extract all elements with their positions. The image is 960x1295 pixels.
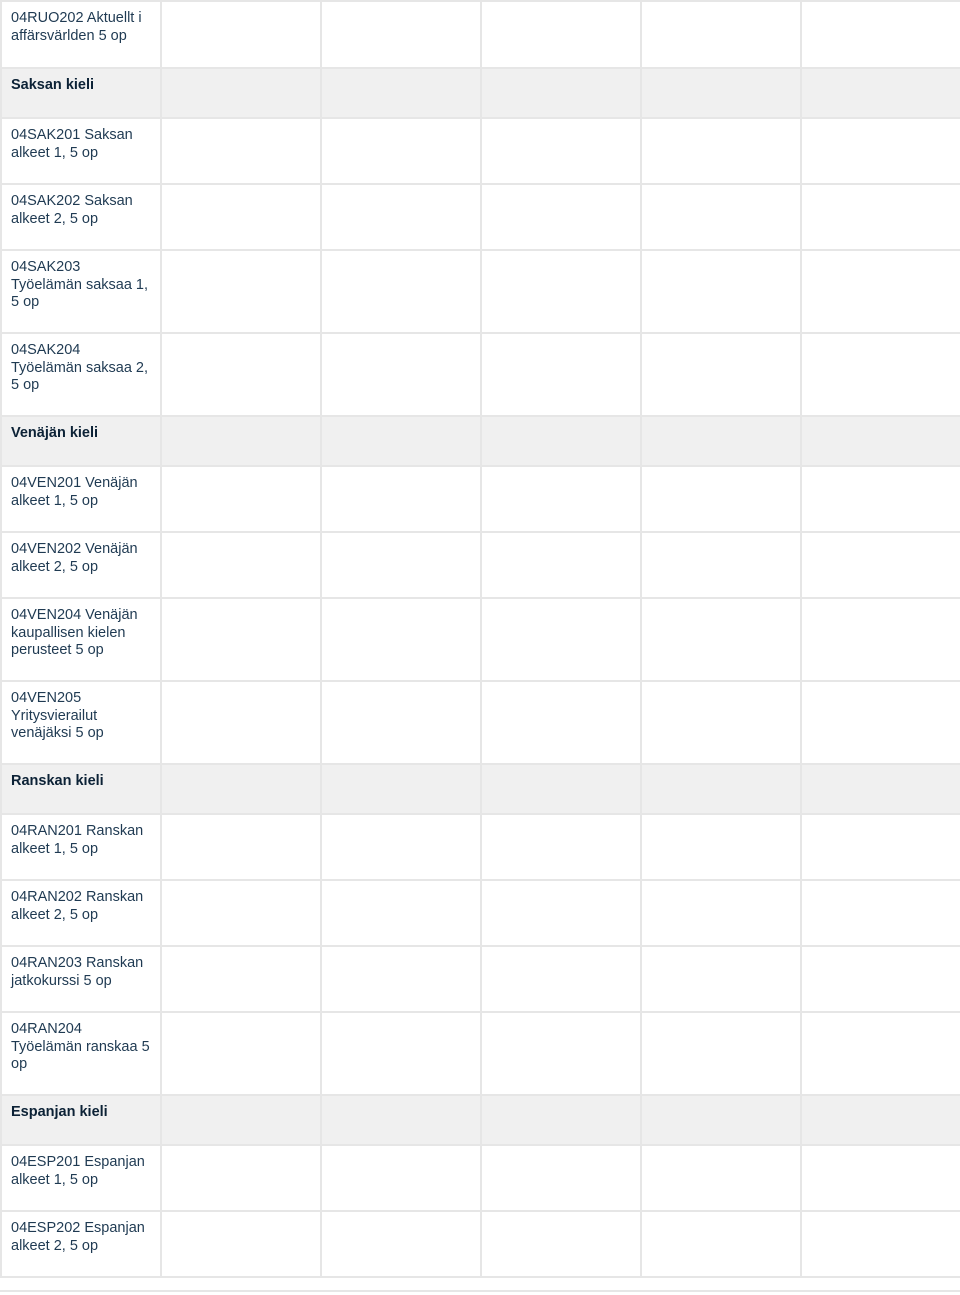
empty-cell [801, 250, 960, 333]
empty-cell [481, 598, 641, 681]
course-name-cell: 04ESP201 Espanjan alkeet 1, 5 op [1, 1145, 161, 1211]
empty-cell [481, 880, 641, 946]
empty-cell [161, 598, 321, 681]
table-row [1, 532, 960, 598]
empty-cell [161, 880, 321, 946]
empty-cell [481, 466, 641, 532]
empty-cell [161, 1095, 321, 1145]
empty-cell [641, 880, 801, 946]
table-row [1, 946, 960, 1012]
empty-cell [641, 1211, 801, 1277]
empty-cell [801, 946, 960, 1012]
table-row [1, 250, 960, 333]
empty-cell [161, 68, 321, 118]
empty-cell [481, 814, 641, 880]
empty-cell [161, 1145, 321, 1211]
empty-cell [321, 184, 481, 250]
course-name-cell: 04SAK204 Työelämän saksaa 2, 5 op [1, 333, 161, 416]
section-header-row [1, 416, 960, 466]
empty-cell [321, 466, 481, 532]
empty-cell [321, 598, 481, 681]
empty-cell [641, 250, 801, 333]
empty-cell [161, 416, 321, 466]
table-row [1, 814, 960, 880]
empty-cell [801, 416, 960, 466]
empty-cell [641, 118, 801, 184]
empty-cell [161, 946, 321, 1012]
empty-cell [801, 814, 960, 880]
empty-cell [801, 681, 960, 764]
empty-cell [801, 184, 960, 250]
table-row [1, 466, 960, 532]
empty-cell [161, 1012, 321, 1095]
empty-cell [321, 946, 481, 1012]
empty-cell [161, 814, 321, 880]
empty-cell [801, 333, 960, 416]
section-header-row [1, 1095, 960, 1145]
empty-cell [641, 946, 801, 1012]
empty-cell [321, 880, 481, 946]
empty-cell [641, 814, 801, 880]
empty-cell [321, 1012, 481, 1095]
empty-cell [801, 764, 960, 814]
empty-cell [481, 946, 641, 1012]
empty-cell [481, 764, 641, 814]
empty-cell [481, 118, 641, 184]
empty-cell [641, 532, 801, 598]
empty-cell [481, 184, 641, 250]
empty-cell [481, 1, 641, 68]
table-row [1, 184, 960, 250]
empty-cell [321, 1145, 481, 1211]
empty-cell [321, 118, 481, 184]
empty-cell [641, 1, 801, 68]
table-row [1, 1, 960, 68]
course-name-cell: 04RUO202 Aktuellt i affärsvärlden 5 op [1, 1, 161, 68]
empty-cell [321, 814, 481, 880]
course-name-cell: 04SAK203 Työelämän saksaa 1, 5 op [1, 250, 161, 333]
empty-cell [801, 532, 960, 598]
empty-cell [321, 250, 481, 333]
empty-cell [481, 1211, 641, 1277]
empty-cell [321, 1, 481, 68]
empty-cell [801, 880, 960, 946]
table-row [1, 880, 960, 946]
empty-cell [801, 1145, 960, 1211]
empty-cell [481, 532, 641, 598]
empty-cell [641, 1145, 801, 1211]
empty-cell [161, 184, 321, 250]
empty-cell [161, 250, 321, 333]
empty-cell [321, 532, 481, 598]
empty-cell [641, 764, 801, 814]
empty-cell [321, 1095, 481, 1145]
empty-cell [801, 118, 960, 184]
course-name-cell: 04SAK202 Saksan alkeet 2, 5 op [1, 184, 161, 250]
table-row [1, 1145, 960, 1211]
empty-cell [161, 1211, 321, 1277]
empty-cell [641, 681, 801, 764]
empty-cell [321, 764, 481, 814]
course-name-cell: 04VEN202 Venäjän alkeet 2, 5 op [1, 532, 161, 598]
empty-cell [481, 1095, 641, 1145]
table-row [1, 333, 960, 416]
section-header-label: Venäjän kieli [1, 416, 161, 466]
empty-cell [481, 681, 641, 764]
course-name-cell: 04VEN205 Yritysvierailut venäjäksi 5 op [1, 681, 161, 764]
empty-cell [321, 68, 481, 118]
empty-cell [161, 681, 321, 764]
table-row [1, 598, 960, 681]
course-name-cell: 04VEN201 Venäjän alkeet 1, 5 op [1, 466, 161, 532]
empty-cell [801, 598, 960, 681]
table-row [1, 1012, 960, 1095]
course-name-cell: 04RAN204 Työelämän ranskaa 5 op [1, 1012, 161, 1095]
section-header-label: Ranskan kieli [1, 764, 161, 814]
section-header-row [1, 764, 960, 814]
section-header-row [1, 68, 960, 118]
empty-cell [801, 68, 960, 118]
empty-cell [641, 598, 801, 681]
empty-cell [641, 333, 801, 416]
table-row [1, 681, 960, 764]
empty-cell [321, 416, 481, 466]
course-name-cell: 04RAN203 Ranskan jatkokurssi 5 op [1, 946, 161, 1012]
table-row [1, 1211, 960, 1277]
empty-cell [801, 1, 960, 68]
empty-cell [481, 333, 641, 416]
empty-cell [481, 250, 641, 333]
empty-cell [161, 1, 321, 68]
empty-cell [321, 1211, 481, 1277]
course-name-cell: 04VEN204 Venäjän kaupallisen kielen perusteet 5 op [1, 598, 161, 681]
empty-cell [801, 1095, 960, 1145]
empty-cell [481, 1145, 641, 1211]
empty-cell [641, 1012, 801, 1095]
section-header-label: Espanjan kieli [1, 1095, 161, 1145]
empty-cell [481, 68, 641, 118]
empty-cell [321, 681, 481, 764]
empty-cell [481, 416, 641, 466]
table-row [1, 118, 960, 184]
empty-cell [321, 333, 481, 416]
course-name-cell: 04SAK201 Saksan alkeet 1, 5 op [1, 118, 161, 184]
empty-cell [641, 466, 801, 532]
empty-cell [641, 68, 801, 118]
empty-cell [161, 118, 321, 184]
empty-cell [641, 1095, 801, 1145]
course-name-cell: 04RAN202 Ranskan alkeet 2, 5 op [1, 880, 161, 946]
empty-cell [161, 333, 321, 416]
course-name-cell: 04RAN201 Ranskan alkeet 1, 5 op [1, 814, 161, 880]
empty-cell [801, 1211, 960, 1277]
bottom-divider [0, 1290, 960, 1292]
empty-cell [161, 764, 321, 814]
section-header-label: Saksan kieli [1, 68, 161, 118]
course-name-cell: 04ESP202 Espanjan alkeet 2, 5 op [1, 1211, 161, 1277]
empty-cell [801, 1012, 960, 1095]
empty-cell [161, 466, 321, 532]
empty-cell [801, 466, 960, 532]
empty-cell [641, 416, 801, 466]
empty-cell [641, 184, 801, 250]
empty-cell [481, 1012, 641, 1095]
empty-cell [161, 532, 321, 598]
